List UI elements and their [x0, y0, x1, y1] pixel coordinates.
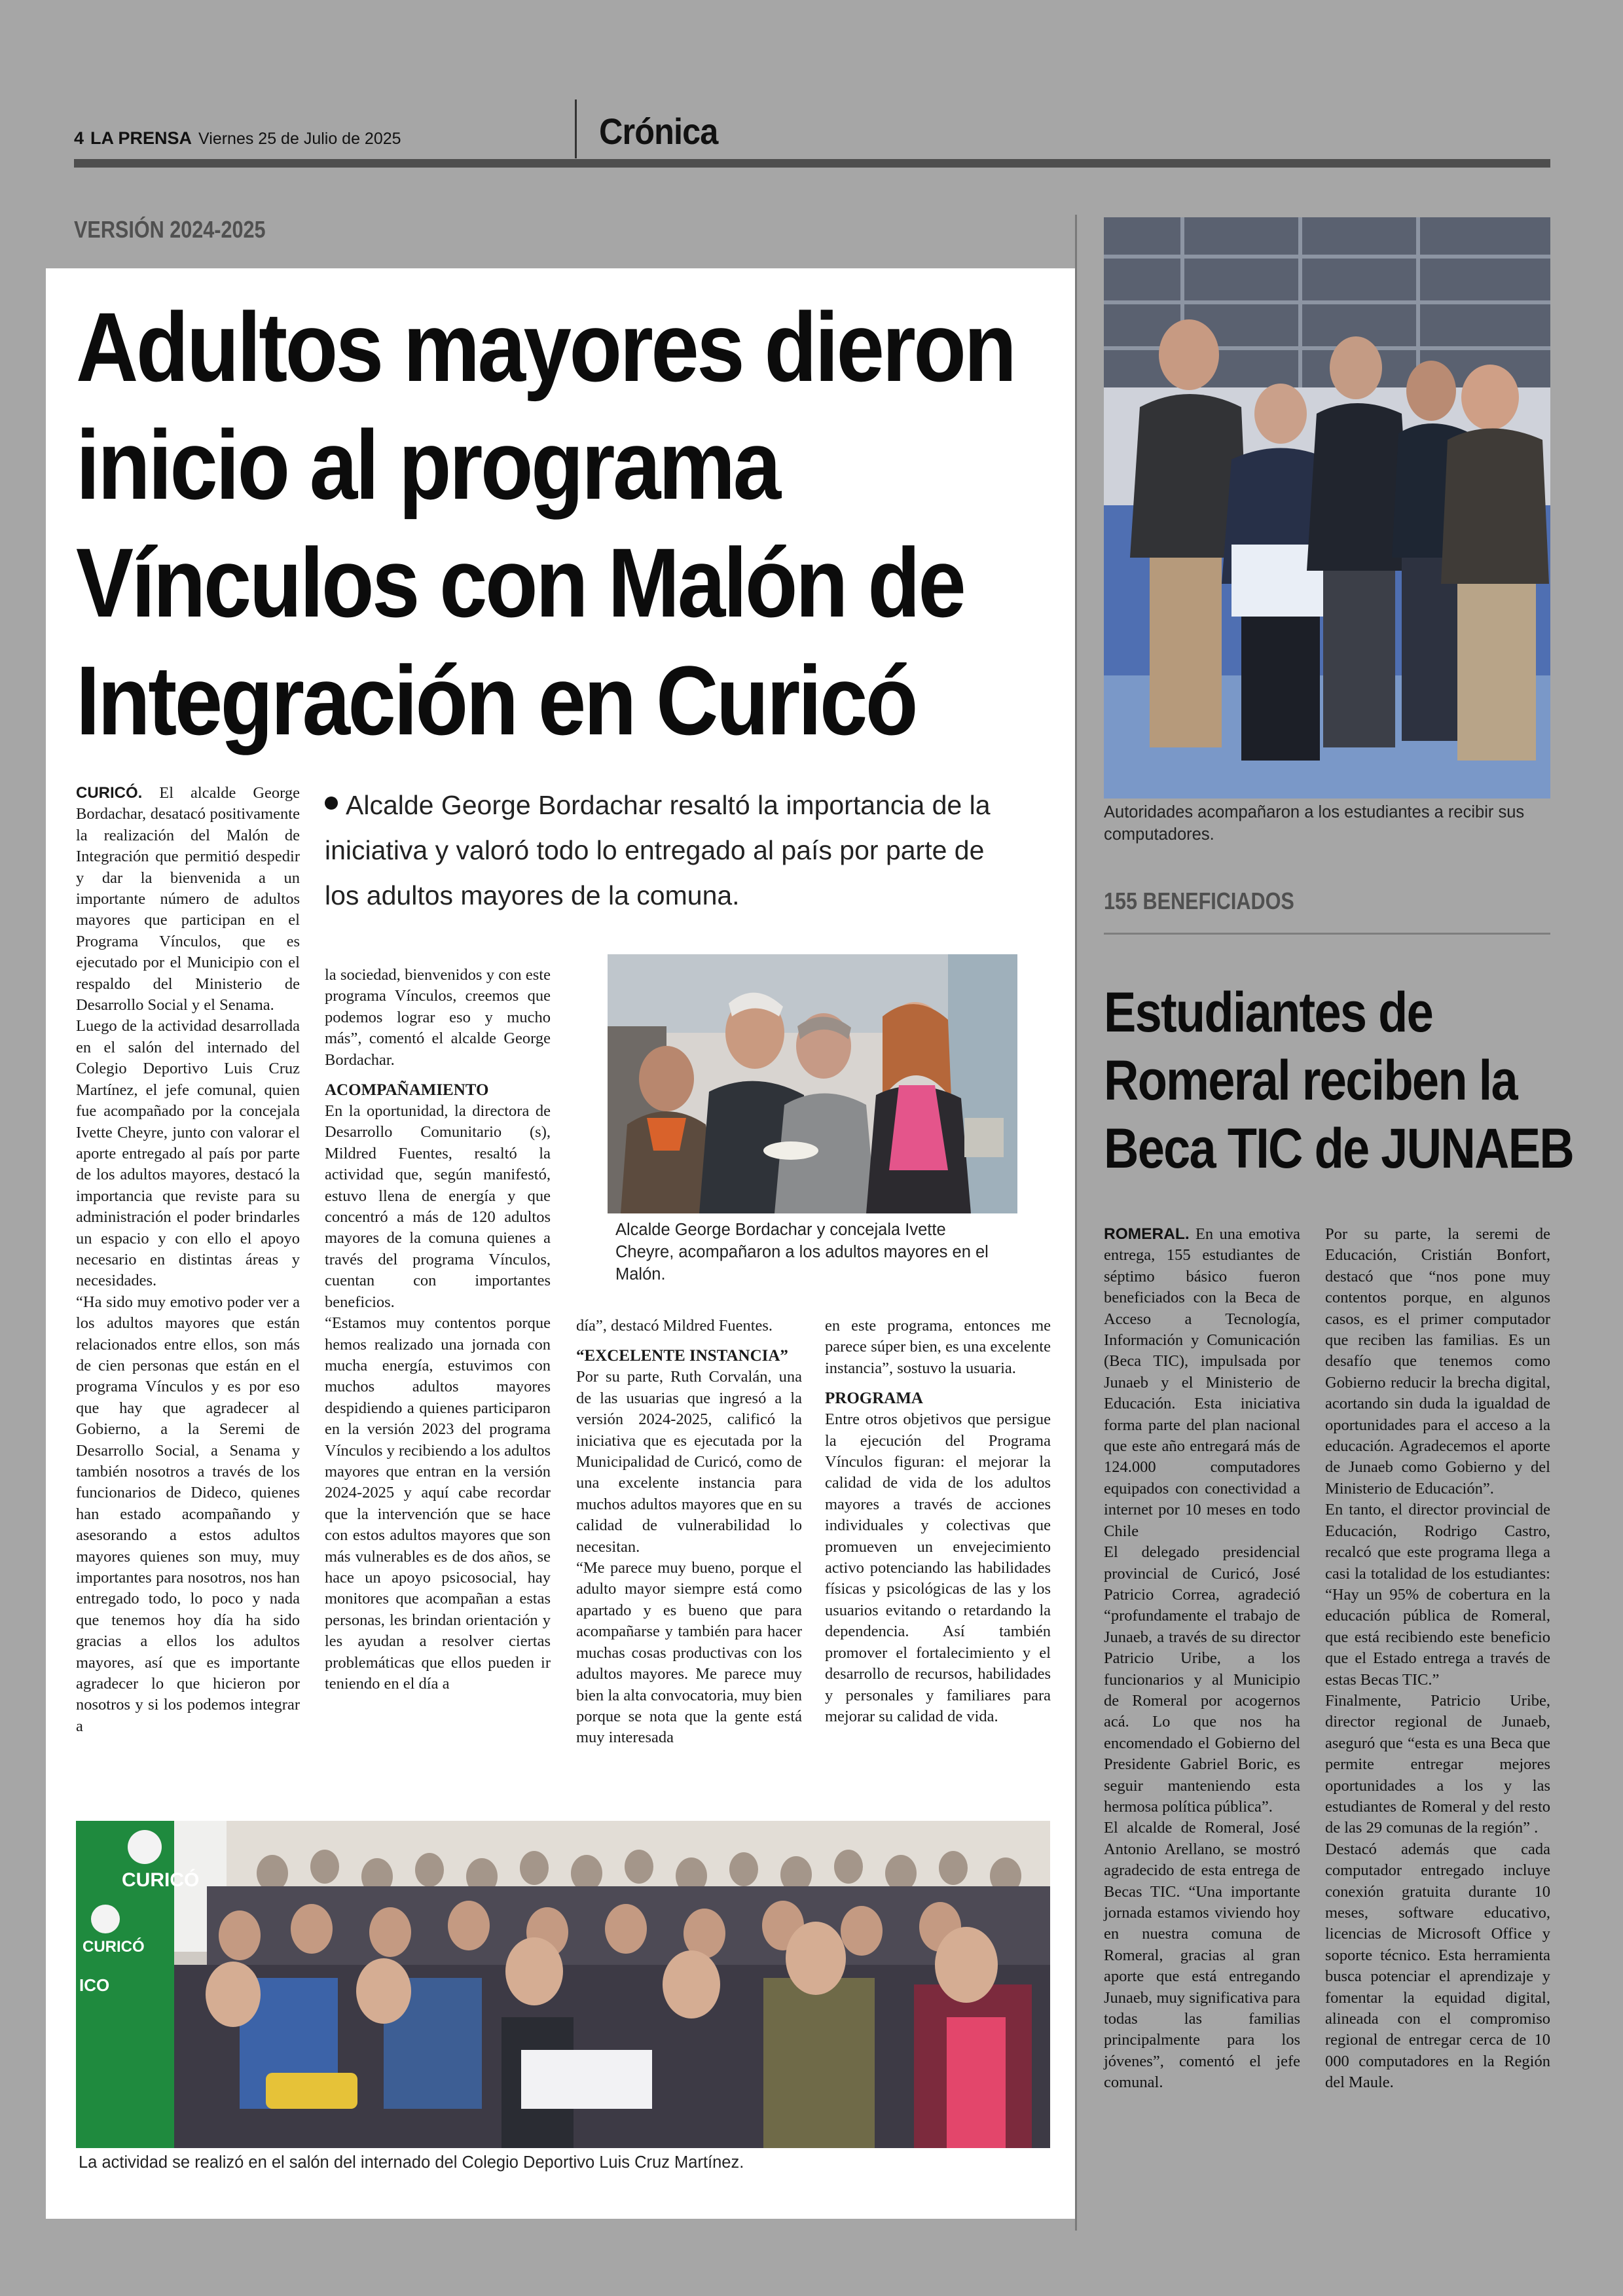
dateline: ROMERAL. [1104, 1225, 1190, 1243]
paragraph: día”, destacó Mildred Fuentes. [576, 1317, 773, 1335]
photo-image [76, 1821, 1050, 2148]
side-kicker: 155 BENEFICIADOS [1104, 888, 1294, 914]
paragraph: “Estamos muy contentos porque hemos realizado una jornada con mucha energía, estuvimos con muchos adultos mayores despidiendo a quienes participaron en la versión 2023 del programa Vínculos y recibiendo a los adultos mayores que entran en la versión 2024-2025 y aquí cabe recordar que la intervención que se hace con estos adultos mayores que son más vulnerables es de dos años, se hace un apoyo psicosocial, hay monitores que acompañan a estas personas, les brindan orientación y les ayudan a resolver ciertas problemáticas que ellos pueden ir teniendo en el día a [325, 1314, 551, 1693]
headline-line: Integración en Curicó [76, 645, 916, 755]
photo-caption-large: La actividad se realizó en el salón del internado del Colegio Deportivo Luis Cruz Martínez. [79, 2153, 744, 2172]
masthead-rule [74, 159, 1550, 168]
banner-text: CURICÓ [122, 1869, 200, 1891]
main-column-1 [76, 783, 300, 1737]
side-column-1 [1104, 1224, 1300, 2094]
paper-name: LA PRENSA [90, 128, 192, 148]
side-headline [1104, 978, 1574, 1183]
paragraph: El alcalde George Bordachar, desatacó positivamente la realización del Malón de Integración que permitió despedir y dar la bienvenida a un importante número de adultos mayores que participan en el Programa Vínculos, que es ejecutado por el Municipio con el respaldo del Ministerio de Desarrollo Social y el Senama. [76, 784, 300, 1014]
headline-line: Adultos mayores dieron [76, 292, 1015, 402]
paragraph: “Me parece muy bueno, porque el adulto mayor siempre está como apartado y es bueno que para acompañarse y también para hacer muchas cosas productivas con los adultos mayores. Me parece muy bien la alta convocatoria, muy bien porque se nota que la gente está muy interesada [576, 1559, 802, 1747]
main-column-2 [325, 965, 551, 1695]
masthead-left [74, 128, 401, 149]
lede-text: Alcalde George Bordachar resaltó la importancia de la iniciativa y valoró todo lo entregado al país por parte de los adultos mayores de la comuna. [325, 790, 991, 910]
headline-line: Romeral reciben la [1104, 1049, 1517, 1112]
paragraph: la sociedad, bienvenidos y con este programa Vínculos, creemos que podemos lograr eso y mucho más”, comentó el alcalde George Bordachar. [325, 966, 551, 1069]
paragraph: En tanto, el director provincial de Educación, Rodrigo Castro, recalcó que este programa llega a casi la totalidad de los estudiantes: “Hay un 95% de cobertura en la educación pública de Romeral, que está recibiendo este beneficio que el Estado entrega a través de estas Becas TIC.” [1325, 1501, 1550, 1689]
photo-caption-students: Autoridades acompañaron a los estudiantes a recibir sus computadores. [1104, 803, 1525, 844]
photo-mayor-seniors [608, 954, 1017, 1213]
main-column-4 [825, 1316, 1051, 1727]
paragraph: En la oportunidad, la directora de Desarrollo Comunitario (s), Mildred Fuentes, resaltó la actividad que, según manifestó, estuvo llena de energía y que concentró a más de 120 adultos mayores de la comuna quienes a través del programa Vínculos, cuentan con importantes beneficios. [325, 1102, 551, 1311]
photo-image [608, 954, 1017, 1213]
photo-students [1104, 217, 1550, 798]
paragraph: El delegado presidencial provincial de Curicó, José Patricio Correa, agradeció “profundamente el trabajo de Junaeb, a través de su director Patricio Uribe, a los funcionarios y al Municipio de Romeral por acogernos acá. Lo que nos ha encomendado el Gobierno del Presidente Gabriel Boric, es seguir manteniendo esta hermosa política pública”. [1104, 1543, 1300, 1816]
side-column-2 [1325, 1224, 1550, 2094]
paragraph: Por su parte, Ruth Corvalán, una de las usuarias que ingresó a la versión 2024-2025, calificó la iniciativa que es ejecutada por la Municipalidad de Curicó, como de una excelente instancia para muchos adultos mayores que en su calidad de vulnerabilidad lo necesitan. [576, 1368, 802, 1556]
photo-audience [76, 1821, 1050, 2148]
banner-text: ICO [79, 1975, 110, 1995]
masthead-separator [575, 99, 577, 158]
paragraph: “Ha sido muy emotivo poder ver a los adultos mayores que están relacionados entre ellos, son más de cien personas que están en el programa Vínculos y es por eso que hay que agradecer al Gobierno, a la Seremi de Desarrollo Social, a Senama y también nosotros a través de los funcionarios de Dideco, quienes han estado acompañando y asesorando a estos adultos mayores quienes son muy, muy importantes para nosotros, nos han entregado todo, lo poco y nada que tenemos hoy día ha sido gracias a ellos los adultos mayores, así que es importante agradecer lo que hicieron por nosotros y si los podemos integrar a [76, 1293, 300, 1735]
subhead: “EXCELENTE INSTANCIA” [576, 1347, 788, 1365]
dateline: CURICÓ. [76, 784, 143, 802]
article-lede [325, 783, 1019, 918]
paragraph: Luego de la actividad desarrollada en el salón del internado del Colegio Deportivo Luis Cruz Martínez, el jefe comunal, quien fue acompañado por la concejala Ivette Cheyre, junto con valorar el aporte entregado al país por parte de los adultos mayores, destacó la importancia que reviste para su administración el poder brindarles un espacio y con ello el apoyo necesario en distintas áreas y necesidades. [76, 1017, 300, 1290]
bullet-icon [325, 797, 338, 810]
headline-line: Estudiantes de [1104, 981, 1432, 1044]
section-title: Crónica [599, 111, 718, 152]
subhead: PROGRAMA [825, 1390, 923, 1408]
side-kicker-rule [1104, 933, 1550, 935]
headline-line: inicio al programa [76, 410, 779, 520]
main-column-3 [576, 1316, 802, 1749]
issue-date: Viernes 25 de Julio de 2025 [198, 130, 401, 148]
banner-text: CURICÓ [82, 1938, 145, 1956]
paragraph: El alcalde de Romeral, José Antonio Arellano, se mostró agradecido de esta entrega de Becas TIC. “Una importante jornada estamos viviendo hoy en nuestra comuna de Romeral, gracias al gran aporte que está entregando Junaeb, muy significativa para todas las familias principalmente para los jóvenes”, comentó el jefe comunal. [1104, 1819, 1300, 2092]
column-divider [1075, 215, 1077, 2231]
paragraph: Destacó además que cada computador entregado incluye conexión gratuita durante 10 meses, software educativo, licencias de Microsoft Office y soporte técnico. Esta herramienta busca potenciar el aprendizaje y fomentar la equidad digital, alineada con el compromiso regional de entregar cerca de 10 000 computadores en la Región del Maule. [1325, 1840, 1550, 2092]
paragraph: en este programa, entonces me parece súper bien, es una excelente instancia”, sostuvo la usuaria. [825, 1317, 1051, 1377]
paragraph: En una emotiva entrega, 155 estudiantes de séptimo básico fueron beneficiados con la Beca de Acceso a Tecnología, Información y Comunicación (Beca TIC), impulsada por Junaeb y el Ministerio de Educación. Esta iniciativa forma parte del plan nacional que este año entregará más de 124.000 computadores equipados con conectividad a internet por 10 meses en todo Chile [1104, 1225, 1301, 1540]
headline-line: Vínculos con Malón de [76, 528, 964, 637]
main-kicker: VERSIÓN 2024-2025 [74, 216, 266, 243]
paragraph: Por su parte, la seremi de Educación, Cristián Bonfort, destacó que “nos pone muy contentos porque, en algunos casos, es el primer computador que reciben las familias. Es un desafío que tenemos como Gobierno reducir la brecha digital, acortando sin duda la igualdad de oportunidades para el acceso a la educación. Agradecemos el aporte de Junaeb como Gobierno y del Ministerio de Educación”. [1325, 1225, 1550, 1498]
photo-image [1104, 217, 1550, 798]
headline-line: Beca TIC de JUNAEB [1104, 1117, 1574, 1180]
paragraph: Entre otros objetivos que persigue la ejecución del Programa Vínculos figuran: el mejorar la calidad de vida de los adultos mayores a través de acciones individuales y colectivas que promueven un envejecimiento activo potenciando las habilidades físicas y psicológicas de las y los usuarios evitando o retardando la dependencia. Así también promover el fortalecimiento y el desarrollo de recursos, habilidades y personales y familiares para mejorar su calidad de vida. [825, 1410, 1051, 1725]
subhead: ACOMPAÑAMIENTO [325, 1081, 489, 1100]
page-number: 4 [74, 128, 84, 148]
photo-caption-small: Alcalde George Bordachar y concejala Ivette Cheyre, acompañaron a los adultos mayores en el Malón. [615, 1221, 989, 1283]
main-headline [76, 288, 1015, 759]
paragraph: Finalmente, Patricio Uribe, director regional de Junaeb, aseguró que “esta es una Beca que permite entregar mejores oportunidades a los y las estudiantes de Romeral y del resto de las 29 comunas de la región” . [1325, 1691, 1550, 1837]
